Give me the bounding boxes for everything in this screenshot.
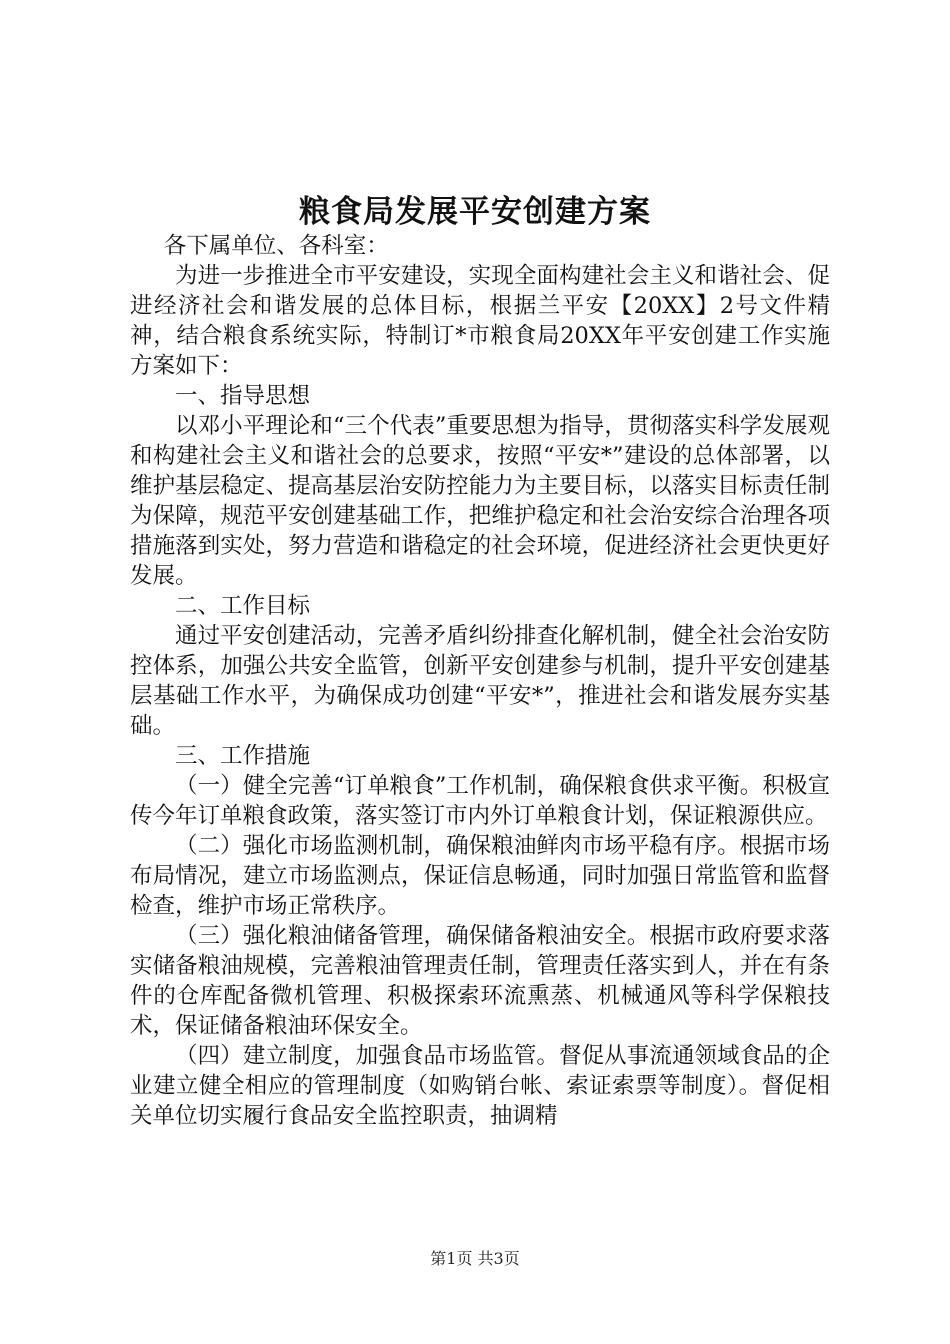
paragraph-guiding-ideology: 以邓小平理论和“三个代表”重要思想为指导，贯彻落实科学发展观和构建社会主义和谐社会的总要求，按照“平安*”建设的总体部署，以维护基层稳定、提高基层治安防控能力为主要目标，以落实目标责任制为保障，规范平安创建基础工作，把维护稳定和社会治安综合治理各项措施落到实处，努力营造和谐稳定的社会环境，促进经济社会更快更好发展。	[130, 413, 830, 589]
paragraph-measure-2: （二）强化市场监测机制，确保粮油鲜肉市场平稳有序。根据市场布局情况，建立市场监测点，保证信息畅通，同时加强日常监管和监督检查，维护市场正常秩序。	[130, 833, 830, 919]
page-footer: 第1页 共3页	[430, 1249, 520, 1268]
salutation: 各下属单位、各科室：	[163, 233, 389, 259]
paragraph-intro: 为进一步推进全市平安建设，实现全面构建社会主义和谐社会、促进经济社会和谐发展的总体目标，根据兰平安【20XX】2号文件精神，结合粮食系统实际，特制订*市粮食局20XX年平安创建工作实施方案如下：	[130, 263, 830, 379]
section-heading-work-goals: 二、工作目标	[175, 593, 311, 619]
section-heading-work-measures: 三、工作措施	[175, 743, 311, 769]
paragraph-measure-1: （一）健全完善“订单粮食”工作机制，确保粮食供求平衡。积极宣传今年订单粮食政策，落实签订市内外订单粮食计划，保证粮源供应。	[130, 773, 830, 829]
paragraph-measure-3: （三）强化粮油储备管理，确保储备粮油安全。根据市政府要求落实储备粮油规模，完善粮油管理责任制，管理责任落实到人，并在有条件的仓库配备微机管理、积极探索环流熏蒸、机械通风等科学保粮技术，保证储备粮油环保安全。	[130, 923, 830, 1039]
paragraph-work-goals: 通过平安创建活动，完善矛盾纠纷排查化解机制，健全社会治安防控体系，加强公共安全监管，创新平安创建参与机制，提升平安创建基层基础工作水平，为确保成功创建“平安*”，推进社会和谐发展夯实基础。	[130, 623, 830, 739]
document-title: 粮食局发展平安创建方案	[299, 194, 651, 230]
paragraph-measure-4: （四）建立制度，加强食品市场监管。督促从事流通领域食品的企业建立健全相应的管理制度（如购销台帐、索证索票等制度）。督促相关单位切实履行食品安全监控职责，抽调精	[130, 1043, 830, 1129]
document-body	[130, 231, 830, 1131]
section-heading-guiding-ideology: 一、指导思想	[175, 383, 311, 409]
